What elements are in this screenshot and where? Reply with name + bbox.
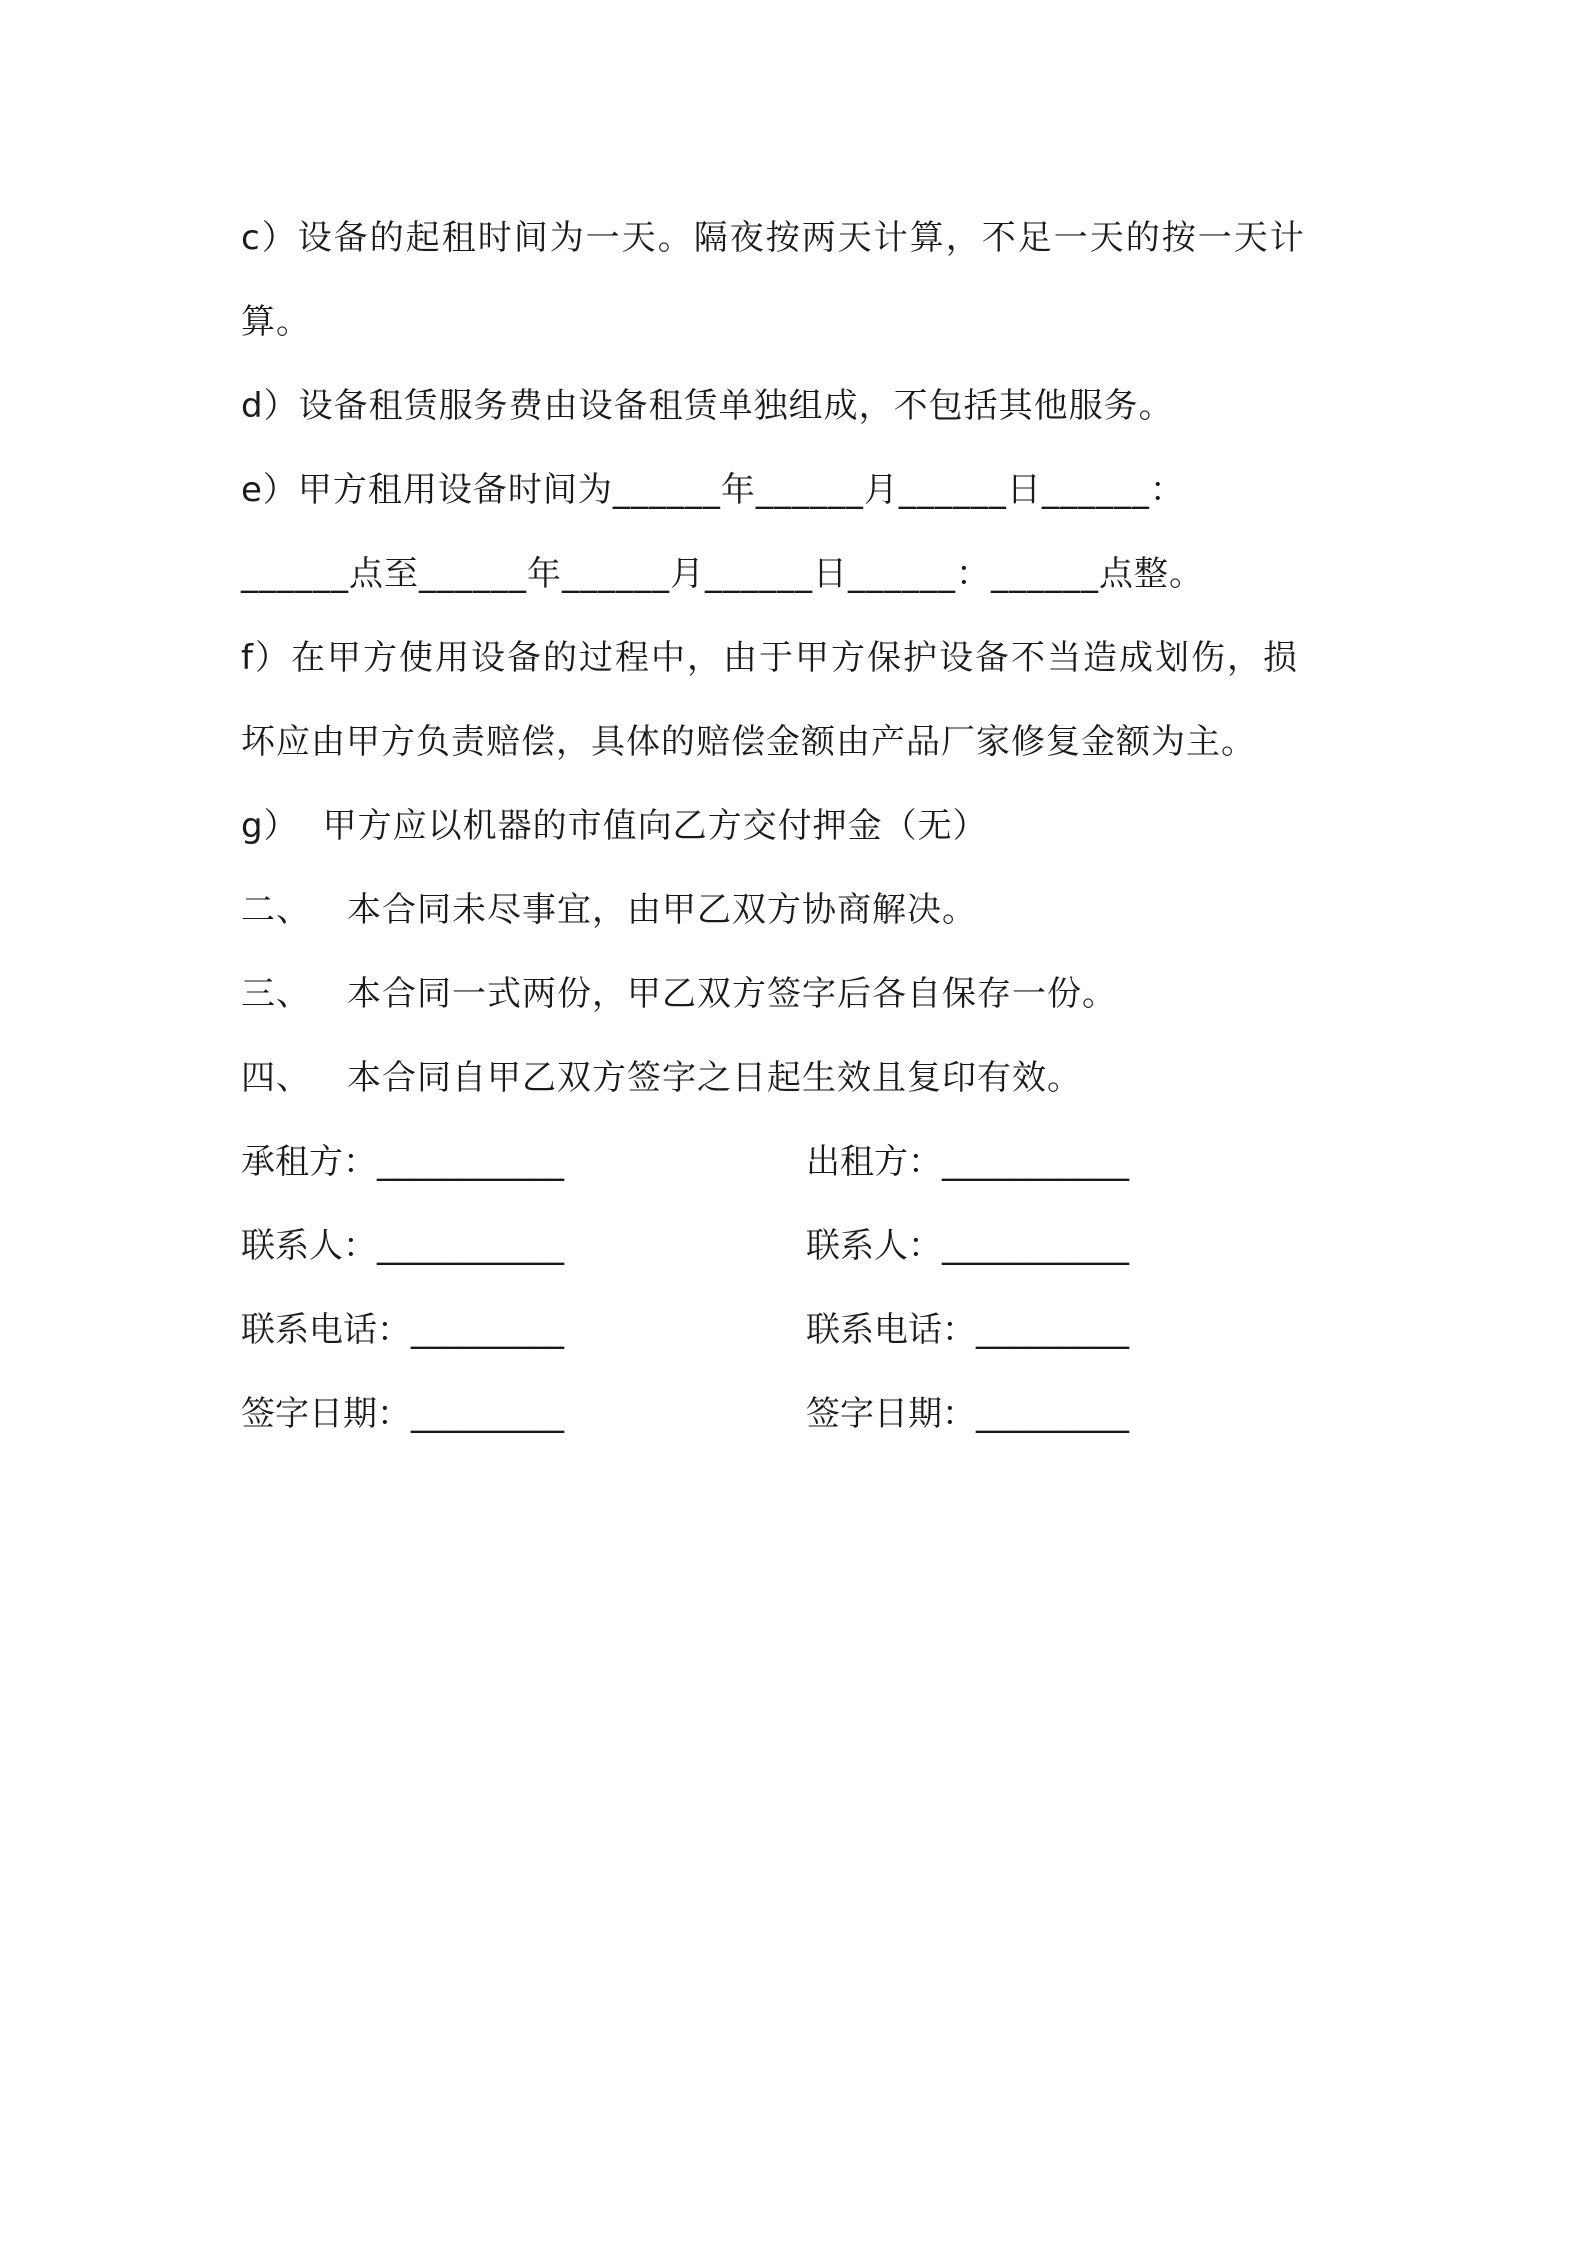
article-number: 四、: [241, 1058, 311, 1098]
lessor-phone-field: 联系电话：_________: [806, 1310, 1129, 1350]
article-number: 二、: [241, 890, 311, 930]
clause-c-line-2: 算。: [241, 302, 311, 342]
article-2: [241, 868, 1361, 952]
article-number: 三、: [241, 974, 311, 1014]
clause-f-line-1: f）在甲方使用设备的过程中，由于甲方保护设备不当造成划伤，损: [241, 638, 1299, 678]
lessee-field: 承租方：___________: [241, 1142, 564, 1182]
signature-row-party: [241, 1120, 1361, 1204]
signature-row-date: [241, 1372, 1361, 1456]
signature-row-contact: [241, 1204, 1361, 1288]
lessor-sign-date-field: 签字日期：_________: [806, 1394, 1129, 1434]
contract-body: [241, 196, 1361, 1456]
clause-f-line-2: 坏应由甲方负责赔偿，具体的赔偿金额由产品厂家修复金额为主。: [241, 722, 1256, 762]
article-text: 本合同未尽事宜，由甲乙双方协商解决。: [347, 890, 977, 930]
article-3: [241, 952, 1361, 1036]
clause-d: d）设备租赁服务费由设备租赁单独组成，不包括其他服务。: [241, 386, 1174, 426]
lessee-phone-field: 联系电话：_________: [241, 1310, 564, 1350]
lessor-contact-field: 联系人：___________: [806, 1226, 1129, 1266]
lessee-sign-date-field: 签字日期：_________: [241, 1394, 564, 1434]
clause-g-text: 甲方应以机器的市值向乙方交付押金（无）: [322, 806, 988, 846]
clause-c-line-1: c）设备的起租时间为一天。隔夜按两天计算，不足一天的按一天计: [241, 218, 1306, 258]
clause-g: [241, 784, 1361, 868]
clause-e-line-2: ______点至______年______月______日______：______点整。: [241, 554, 1204, 594]
article-text: 本合同自甲乙双方签字之日起生效且复印有效。: [347, 1058, 1082, 1098]
signature-row-phone: [241, 1288, 1361, 1372]
clause-g-prefix: g）: [241, 806, 299, 846]
lessor-field: 出租方：___________: [806, 1142, 1129, 1182]
article-4: [241, 1036, 1361, 1120]
article-text: 本合同一式两份，甲乙双方签字后各自保存一份。: [347, 974, 1117, 1014]
lessee-contact-field: 联系人：___________: [241, 1226, 564, 1266]
clause-e-line-1: e）甲方租用设备时间为______年______月______日______：: [241, 470, 1185, 510]
